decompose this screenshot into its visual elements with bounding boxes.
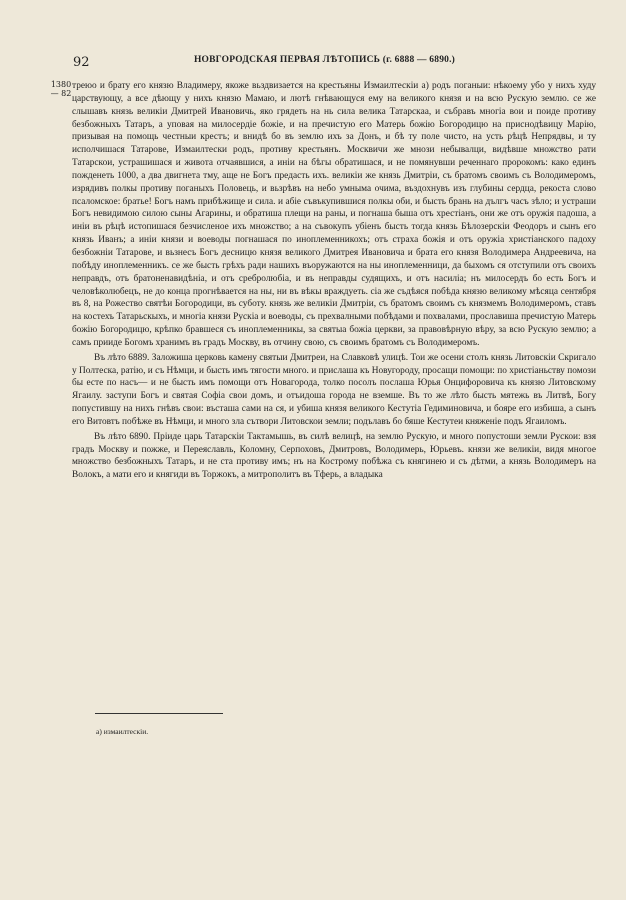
- body-text: [72, 80, 596, 482]
- footnote-divider: [95, 713, 223, 714]
- paragraph: Въ лѣто 6890. Прiиде царь Татарскiи Тактамышь, въ силѣ велицѣ, на землю Рускую, и много попустоши земли Рускои: взя градъ Москву и пожже, и Переяславль, Коломну, Серпоховъ, Дмитровъ, Володимерь, Юрьевъ. князи же великiи, видя многое множство безбожныхъ Татаръ, и не ста противу имъ; нъ на Кострому побѣжа съ княгинею и съ дѣтми, а князь Володимеръ на Волокъ, а мати его и княгиди въ Торжокъ, а митрополитъ въ Тферь, а владыка: [72, 431, 596, 481]
- paragraph: Въ лѣто 6889. Заложиша церковь камену святыи Дмитреи, на Славковѣ улицѣ. Тои же осени столъ князь Литовскiи Скригало у Полтеска, ратiю, и съ Нѣмци, и бысть имъ тягости много. и прислаша къ Новугороду, просащи помощи: по христiаньству помози бы есте по насъ— и не бысть имъ помощи отъ Новагорода, толко посолъ послаша Юрья Онцифоровича къ князю Литовскому Ягаилу. заступи Богъ и святая Софiа свои домъ, и отъидоша города не вземше. Въ то же лѣто бысть мятежь въ Литвѣ, Богу попустившу на нихъ гнѣвъ свои: въсташа сами на ся, и убиша князя великого Кестутiа Гедиминовича, и бояре его избиша, а сынъ его Витовтъ побѣже въ Нѣмци, и много зла сътвори Литовскои земли; подълавъ бо бяше Кестутеи княженiе подъ Ягаиломъ.: [72, 352, 596, 427]
- running-title: НОВГОРОДСКАЯ ПЕРВАЯ ЛѢТОПИСЬ (г. 6888 — 6890.): [193, 55, 456, 65]
- footnote: а) измаилтескiи.: [96, 727, 149, 736]
- margin-date: 1380 — 82: [50, 80, 72, 98]
- page-number: 92: [73, 55, 90, 70]
- paragraph: треюо и брату его князю Владимеру, якоже вьздвизается на крестьяны Измаилтескiи а) родъ поганыи: нѣкоему убо у нихъ худу царствующу, а все дѣющу у нихъ князю Мамаю, и лютѣ гнѣвающуся ему на великого князя и на всю Рускую землю. се же слышавъ князь великiи Дмитрей Ивановичь, яко грядеть на нь сила велика Татарскаа, и събравъ многiа вои и поиде противу безбожныхъ Татаръ, а уповая на милосердiе божiе, и на пречистую его Матерь божiю Богородицю на приснодѣвицу Марiю, призывая на помощь честныи крестъ; и внидѣ бо въ землю ихъ за Донъ, и бѣ ту поле чисто, на усть рѣцѣ Непрядвы, и ту исполчишася Татарове, Измаилтески родъ, противу крестьянъ. Москвичи же мнози небывалци, видѣвше множство рати Татарскои, устрашишася и живота отчаявшися, а инiи на бѣгы обратишася, и не помянувши реченнаго пророкомъ: како единъ пожденеть 1000, а два двигнета тму, аще не Богъ предасть ихъ. великiи же князь Дмитрiи, съ братомъ своимъ съ Володимеромъ, изрядивъ полкы противу поганыхъ Половець, и вьзрѣвъ на небо умныма очима, въздохнувъ изъ глубины сердца, рекоста слово псаломское: братье! Богъ намъ прибѣжище и сила. и абiе съвъкупившися полкы оби, и бысть брань на дългъ часъ зѣло; и устраши Богъ невидимою силою сыны Агарины, и обратиша плещи на раны, и погнаша быша отъ хрестiанъ, они же отъ оружiя падоша, а инiи въ рѣцѣ истопишася безчисленое ихъ множство; а на съвокупъ убiенъ бысть тогда князь Бѣлозерскiи Феодоръ и сынъ его князь Иванъ; а инiи князи и воеводы погнашася по иноплеменникохъ; отъ страха божiя и отъ оружiа христiанского падоху безбожнiи Татарове, и вьзнесъ Богъ десницю князя великого Дмитрея Ивановича и брата его князя Володимера Андреевича, на побѣду иноплеменникъ. се же бысть грѣхъ ради нашихъ въоружаются на ны иноплеменници, да быхомъ ся отступили отъ своихъ неправдъ, отъ братоненавидѣнiа, и отъ сребролюбiа, и въ неправды судящихъ, и отъ насилiа; нъ милосердъ бо есть Богъ и человѣколюбецъ, не до конца прогнѣвается на ны, ни въ вѣкы враждуеть. сiа же съдѣяся побѣда князю великому мѣсяца сентября въ 8, на Рожество святѣи Богородици, въ суботу. князь же великiи Дмитрiи, съ братомъ своимъ съ князмемъ Володимеромъ, ставъ на костехъ Татарьскыхъ, и многiа князи Рускiа и воеводы, съ прехвалными побѣдами и похвалами, прославиша пречистую Матерь божiю Богородицю, крѣпко бравшеся съ иноплеменникы, за святыа божiа церкви, за правовѣрную вѣру, за всю Рускую землю; а самъ прииде Богомъ хранимъ въ градъ Москву, въ отчину свою, съ своимъ братомъ съ Володимеромъ.: [72, 81, 596, 348]
- page-header: [63, 55, 586, 71]
